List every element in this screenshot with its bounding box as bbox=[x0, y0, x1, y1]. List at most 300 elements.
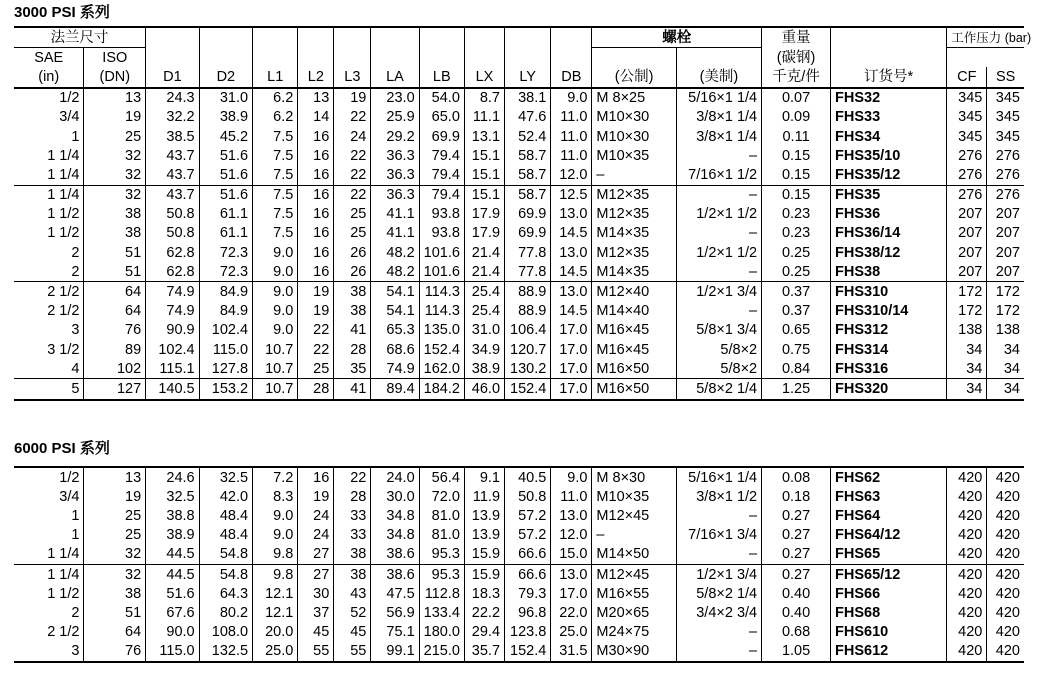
cell-ly: 120.7 bbox=[505, 340, 551, 359]
cell-la: 24.0 bbox=[371, 467, 419, 487]
cell-d1: 115.1 bbox=[146, 359, 199, 379]
cell-weight: 1.05 bbox=[762, 642, 831, 662]
cell-sae: 2 1/2 bbox=[14, 282, 84, 302]
cell-lb: 93.8 bbox=[419, 205, 464, 224]
cell-ss-pressure: 138 bbox=[987, 321, 1024, 340]
cell-iso: 102 bbox=[84, 359, 146, 379]
cell-bolt-imperial: – bbox=[676, 302, 761, 321]
cell-weight: 0.84 bbox=[762, 359, 831, 379]
cell-cf-pressure: 420 bbox=[947, 603, 987, 622]
cell-weight: 0.27 bbox=[762, 526, 831, 545]
cell-sae: 2 bbox=[14, 243, 84, 262]
cell-lb: 114.3 bbox=[419, 302, 464, 321]
cell-l2: 14 bbox=[298, 108, 334, 127]
cell-ly: 57.2 bbox=[505, 526, 551, 545]
cell-d2: 54.8 bbox=[199, 564, 252, 584]
cell-bolt-metric: M16×45 bbox=[592, 321, 676, 340]
cell-ss-pressure: 207 bbox=[987, 262, 1024, 282]
cell-d2: 45.2 bbox=[199, 127, 252, 146]
order-number-header: 订货号* bbox=[831, 67, 947, 87]
cell-l1: 10.7 bbox=[253, 340, 298, 359]
cell-d1: 43.7 bbox=[146, 146, 199, 165]
cell-bolt-imperial: – bbox=[676, 146, 761, 165]
cell-db: 13.0 bbox=[551, 564, 592, 584]
cell-bolt-imperial: – bbox=[676, 623, 761, 642]
cell-la: 38.6 bbox=[371, 564, 419, 584]
cell-ss-pressure: 345 bbox=[987, 127, 1024, 146]
cell-d1: 140.5 bbox=[146, 379, 199, 400]
cell-lx: 46.0 bbox=[464, 379, 504, 400]
cell-lx: 31.0 bbox=[464, 321, 504, 340]
cell-bolt-metric: M12×45 bbox=[592, 564, 676, 584]
cell-bolt-metric: M10×35 bbox=[592, 487, 676, 506]
cell-l3: 25 bbox=[334, 224, 371, 243]
cell-l2: 16 bbox=[298, 262, 334, 282]
cell-la: 65.3 bbox=[371, 321, 419, 340]
cell-bolt-imperial: 5/8×2 1/4 bbox=[676, 379, 761, 400]
cell-ss-pressure: 172 bbox=[987, 302, 1024, 321]
cell-l2: 19 bbox=[298, 487, 334, 506]
cell-ss-pressure: 345 bbox=[987, 88, 1024, 108]
table-row bbox=[14, 623, 1024, 642]
cell-l1: 9.0 bbox=[253, 506, 298, 525]
cell-iso: 89 bbox=[84, 340, 146, 359]
cell-sae: 1 bbox=[14, 526, 84, 545]
cell-sae: 1 1/2 bbox=[14, 584, 84, 603]
cell-ss-pressure: 207 bbox=[987, 205, 1024, 224]
table-row bbox=[14, 243, 1024, 262]
cell-l2: 16 bbox=[298, 243, 334, 262]
cell-order-number: FHS312 bbox=[831, 321, 947, 340]
cell-lx: 22.2 bbox=[464, 603, 504, 622]
cell-db: 11.0 bbox=[551, 146, 592, 165]
cell-iso: 64 bbox=[84, 623, 146, 642]
blank-header bbox=[334, 27, 371, 48]
cell-bolt-imperial: 5/8×2 bbox=[676, 359, 761, 379]
cell-la: 41.1 bbox=[371, 224, 419, 243]
cell-bolt-metric: M16×50 bbox=[592, 379, 676, 400]
cell-l3: 33 bbox=[334, 506, 371, 525]
cell-ly: 77.8 bbox=[505, 243, 551, 262]
blank-header bbox=[371, 27, 419, 48]
col-ly-header: LY bbox=[505, 67, 551, 87]
cell-db: 12.0 bbox=[551, 526, 592, 545]
cell-ly: 58.7 bbox=[505, 165, 551, 185]
cell-iso: 25 bbox=[84, 526, 146, 545]
cell-db: 9.0 bbox=[551, 88, 592, 108]
cell-sae: 1/2 bbox=[14, 88, 84, 108]
cell-d1: 90.0 bbox=[146, 623, 199, 642]
cell-order-number: FHS66 bbox=[831, 584, 947, 603]
cell-lx: 8.7 bbox=[464, 88, 504, 108]
table-row bbox=[14, 302, 1024, 321]
cell-lx: 21.4 bbox=[464, 262, 504, 282]
cell-la: 89.4 bbox=[371, 379, 419, 400]
cell-lb: 114.3 bbox=[419, 282, 464, 302]
cell-sae: 2 bbox=[14, 262, 84, 282]
cell-d1: 32.2 bbox=[146, 108, 199, 127]
cell-bolt-metric: – bbox=[592, 165, 676, 185]
cell-cf-pressure: 345 bbox=[947, 127, 987, 146]
bolt-imperial-header: (美制) bbox=[676, 67, 761, 87]
cell-lx: 11.1 bbox=[464, 108, 504, 127]
cell-la: 23.0 bbox=[371, 88, 419, 108]
cell-bolt-imperial: – bbox=[676, 262, 761, 282]
col-lb-header: LB bbox=[419, 67, 464, 87]
cell-bolt-metric: M10×35 bbox=[592, 146, 676, 165]
cell-bolt-imperial: 5/8×2 bbox=[676, 340, 761, 359]
cell-cf-pressure: 420 bbox=[947, 623, 987, 642]
cell-ly: 106.4 bbox=[505, 321, 551, 340]
cell-order-number: FHS314 bbox=[831, 340, 947, 359]
cell-lb: 95.3 bbox=[419, 545, 464, 565]
cell-bolt-imperial: 3/8×1 1/2 bbox=[676, 487, 761, 506]
cell-sae: 1 bbox=[14, 127, 84, 146]
cell-la: 54.1 bbox=[371, 302, 419, 321]
cell-db: 11.0 bbox=[551, 127, 592, 146]
cell-iso: 38 bbox=[84, 584, 146, 603]
table-row bbox=[14, 506, 1024, 525]
cell-weight: 0.37 bbox=[762, 282, 831, 302]
cell-l3: 38 bbox=[334, 564, 371, 584]
cell-cf-pressure: 276 bbox=[947, 165, 987, 185]
weight-header: 重量 bbox=[762, 27, 831, 48]
cell-d2: 72.3 bbox=[199, 243, 252, 262]
cell-l2: 37 bbox=[298, 603, 334, 622]
cell-l3: 25 bbox=[334, 205, 371, 224]
cell-order-number: FHS38/12 bbox=[831, 243, 947, 262]
weight-material-header: (碳钢) bbox=[762, 48, 831, 68]
table-row bbox=[14, 185, 1024, 205]
table-6000-psi bbox=[14, 466, 1024, 663]
cell-ly: 88.9 bbox=[505, 282, 551, 302]
cell-d1: 115.0 bbox=[146, 642, 199, 662]
cell-order-number: FHS33 bbox=[831, 108, 947, 127]
cell-db: 17.0 bbox=[551, 584, 592, 603]
cell-l3: 38 bbox=[334, 282, 371, 302]
cell-bolt-metric: M14×50 bbox=[592, 545, 676, 565]
cell-weight: 0.25 bbox=[762, 243, 831, 262]
cell-ss-pressure: 276 bbox=[987, 185, 1024, 205]
cell-ly: 69.9 bbox=[505, 205, 551, 224]
cell-l1: 9.8 bbox=[253, 564, 298, 584]
cell-lb: 215.0 bbox=[419, 642, 464, 662]
cell-ly: 79.3 bbox=[505, 584, 551, 603]
cell-ss-pressure: 420 bbox=[987, 506, 1024, 525]
cell-order-number: FHS310 bbox=[831, 282, 947, 302]
cell-l1: 9.8 bbox=[253, 545, 298, 565]
cell-l1: 6.2 bbox=[253, 88, 298, 108]
cell-l1: 12.1 bbox=[253, 603, 298, 622]
cell-d2: 51.6 bbox=[199, 185, 252, 205]
cell-lx: 11.9 bbox=[464, 487, 504, 506]
cell-sae: 1 1/4 bbox=[14, 165, 84, 185]
cell-iso: 76 bbox=[84, 321, 146, 340]
cell-iso: 51 bbox=[84, 262, 146, 282]
blank-header bbox=[464, 27, 504, 48]
cell-weight: 0.27 bbox=[762, 564, 831, 584]
cell-cf-pressure: 34 bbox=[947, 359, 987, 379]
cell-bolt-imperial: 3/8×1 1/4 bbox=[676, 108, 761, 127]
cell-db: 13.0 bbox=[551, 243, 592, 262]
cell-cf-pressure: 420 bbox=[947, 506, 987, 525]
cell-lb: 81.0 bbox=[419, 526, 464, 545]
col-lx-header: LX bbox=[464, 67, 504, 87]
cell-l2: 22 bbox=[298, 340, 334, 359]
cell-l3: 41 bbox=[334, 379, 371, 400]
cell-iso: 38 bbox=[84, 205, 146, 224]
table-row bbox=[14, 642, 1024, 662]
cell-sae: 3/4 bbox=[14, 108, 84, 127]
cell-la: 29.2 bbox=[371, 127, 419, 146]
cell-order-number: FHS310/14 bbox=[831, 302, 947, 321]
cell-cf-pressure: 34 bbox=[947, 340, 987, 359]
cell-lb: 79.4 bbox=[419, 146, 464, 165]
cell-la: 38.6 bbox=[371, 545, 419, 565]
cell-cf-pressure: 207 bbox=[947, 205, 987, 224]
cell-iso: 64 bbox=[84, 282, 146, 302]
cell-order-number: FHS612 bbox=[831, 642, 947, 662]
cell-ss-pressure: 34 bbox=[987, 340, 1024, 359]
cell-weight: 0.15 bbox=[762, 146, 831, 165]
cell-iso: 19 bbox=[84, 487, 146, 506]
cell-db: 17.0 bbox=[551, 321, 592, 340]
cell-d2: 48.4 bbox=[199, 506, 252, 525]
cell-l1: 7.5 bbox=[253, 165, 298, 185]
cell-bolt-metric: – bbox=[592, 526, 676, 545]
cell-l3: 55 bbox=[334, 642, 371, 662]
cell-d2: 61.1 bbox=[199, 224, 252, 243]
cell-cf-pressure: 420 bbox=[947, 487, 987, 506]
cell-lx: 15.1 bbox=[464, 185, 504, 205]
cell-bolt-imperial: – bbox=[676, 224, 761, 243]
bolt-metric-header: (公制) bbox=[592, 67, 676, 87]
cell-ly: 66.6 bbox=[505, 564, 551, 584]
cell-l1: 7.5 bbox=[253, 224, 298, 243]
cell-weight: 0.65 bbox=[762, 321, 831, 340]
col-l2-header: L2 bbox=[298, 67, 334, 87]
cell-l2: 16 bbox=[298, 185, 334, 205]
cell-d2: 48.4 bbox=[199, 526, 252, 545]
cell-bolt-metric: M14×40 bbox=[592, 302, 676, 321]
cell-cf-pressure: 420 bbox=[947, 584, 987, 603]
table-row bbox=[14, 205, 1024, 224]
cell-ly: 96.8 bbox=[505, 603, 551, 622]
cell-iso: 13 bbox=[84, 467, 146, 487]
cell-lb: 54.0 bbox=[419, 88, 464, 108]
cell-order-number: FHS63 bbox=[831, 487, 947, 506]
cell-cf-pressure: 420 bbox=[947, 642, 987, 662]
cell-ss-pressure: 420 bbox=[987, 487, 1024, 506]
cell-l2: 16 bbox=[298, 127, 334, 146]
cell-iso: 38 bbox=[84, 224, 146, 243]
cell-lb: 79.4 bbox=[419, 185, 464, 205]
cell-d2: 153.2 bbox=[199, 379, 252, 400]
weight-unit-header: 千克/件 bbox=[762, 67, 831, 87]
blank-header bbox=[146, 27, 199, 48]
table-3000-psi bbox=[14, 26, 1032, 401]
cell-db: 12.0 bbox=[551, 165, 592, 185]
cell-sae: 2 1/2 bbox=[14, 623, 84, 642]
sae-header: SAE bbox=[14, 48, 84, 68]
cell-weight: 0.11 bbox=[762, 127, 831, 146]
cell-lx: 17.9 bbox=[464, 205, 504, 224]
cell-la: 36.3 bbox=[371, 146, 419, 165]
cell-iso: 127 bbox=[84, 379, 146, 400]
cell-db: 13.0 bbox=[551, 205, 592, 224]
cell-ly: 50.8 bbox=[505, 487, 551, 506]
cell-d1: 62.8 bbox=[146, 262, 199, 282]
table-row bbox=[14, 321, 1024, 340]
cell-l2: 16 bbox=[298, 146, 334, 165]
table-row bbox=[14, 127, 1024, 146]
cell-d1: 38.5 bbox=[146, 127, 199, 146]
cell-order-number: FHS34 bbox=[831, 127, 947, 146]
blank-header bbox=[298, 27, 334, 48]
table-row bbox=[14, 340, 1024, 359]
cell-ss-pressure: 420 bbox=[987, 564, 1024, 584]
cell-la: 48.2 bbox=[371, 262, 419, 282]
cell-d1: 50.8 bbox=[146, 224, 199, 243]
cell-l3: 22 bbox=[334, 185, 371, 205]
cell-weight: 0.09 bbox=[762, 108, 831, 127]
cell-ss-pressure: 420 bbox=[987, 467, 1024, 487]
cell-bolt-metric: M16×45 bbox=[592, 340, 676, 359]
cell-lx: 25.4 bbox=[464, 302, 504, 321]
col-d2-header: D2 bbox=[199, 67, 252, 87]
cell-order-number: FHS65 bbox=[831, 545, 947, 565]
cell-ly: 38.1 bbox=[505, 88, 551, 108]
cell-iso: 25 bbox=[84, 127, 146, 146]
cell-d1: 38.9 bbox=[146, 526, 199, 545]
cell-db: 22.0 bbox=[551, 603, 592, 622]
cell-ss-pressure: 276 bbox=[987, 146, 1024, 165]
cell-bolt-imperial: 1/2×1 3/4 bbox=[676, 282, 761, 302]
cell-l3: 26 bbox=[334, 243, 371, 262]
iso-header: ISO bbox=[84, 48, 146, 68]
cell-sae: 3 bbox=[14, 642, 84, 662]
cell-iso: 32 bbox=[84, 564, 146, 584]
cell-sae: 1 1/4 bbox=[14, 146, 84, 165]
cell-lx: 15.9 bbox=[464, 564, 504, 584]
cell-order-number: FHS68 bbox=[831, 603, 947, 622]
cell-lb: 65.0 bbox=[419, 108, 464, 127]
cell-bolt-metric: M 8×25 bbox=[592, 88, 676, 108]
cell-ly: 47.6 bbox=[505, 108, 551, 127]
cell-iso: 76 bbox=[84, 642, 146, 662]
cell-bolt-metric: M 8×30 bbox=[592, 467, 676, 487]
cell-db: 17.0 bbox=[551, 340, 592, 359]
cell-l2: 27 bbox=[298, 545, 334, 565]
cell-d1: 43.7 bbox=[146, 185, 199, 205]
cell-l1: 7.5 bbox=[253, 205, 298, 224]
cell-order-number: FHS36/14 bbox=[831, 224, 947, 243]
cell-weight: 0.23 bbox=[762, 224, 831, 243]
cell-weight: 0.40 bbox=[762, 603, 831, 622]
cell-ss-pressure: 420 bbox=[987, 526, 1024, 545]
cell-bolt-imperial: 5/8×1 3/4 bbox=[676, 321, 761, 340]
cell-d2: 127.8 bbox=[199, 359, 252, 379]
cell-db: 31.5 bbox=[551, 642, 592, 662]
cell-d1: 102.4 bbox=[146, 340, 199, 359]
cell-iso: 51 bbox=[84, 243, 146, 262]
col-d1-header: D1 bbox=[146, 67, 199, 87]
cell-l2: 16 bbox=[298, 205, 334, 224]
cell-db: 25.0 bbox=[551, 623, 592, 642]
cell-lx: 17.9 bbox=[464, 224, 504, 243]
cell-lx: 13.1 bbox=[464, 127, 504, 146]
cell-sae: 1 1/2 bbox=[14, 224, 84, 243]
cell-la: 68.6 bbox=[371, 340, 419, 359]
table-row bbox=[14, 108, 1024, 127]
cell-ss-pressure: 420 bbox=[987, 545, 1024, 565]
blank-header bbox=[831, 27, 947, 48]
bolt-header: 螺栓 bbox=[592, 27, 762, 48]
cell-la: 99.1 bbox=[371, 642, 419, 662]
cell-weight: 0.68 bbox=[762, 623, 831, 642]
cell-d2: 132.5 bbox=[199, 642, 252, 662]
cell-order-number: FHS35 bbox=[831, 185, 947, 205]
cell-bolt-imperial: 1/2×1 3/4 bbox=[676, 564, 761, 584]
cell-iso: 32 bbox=[84, 185, 146, 205]
table-3000-body bbox=[14, 88, 1024, 400]
cell-db: 14.5 bbox=[551, 262, 592, 282]
cell-weight: 0.08 bbox=[762, 467, 831, 487]
cell-cf-pressure: 276 bbox=[947, 185, 987, 205]
cell-weight: 1.25 bbox=[762, 379, 831, 400]
cell-cf-pressure: 345 bbox=[947, 108, 987, 127]
cell-d1: 51.6 bbox=[146, 584, 199, 603]
cell-order-number: FHS36 bbox=[831, 205, 947, 224]
cell-lx: 13.9 bbox=[464, 526, 504, 545]
cell-sae: 3/4 bbox=[14, 487, 84, 506]
cell-ly: 88.9 bbox=[505, 302, 551, 321]
cell-lb: 152.4 bbox=[419, 340, 464, 359]
cell-l1: 7.5 bbox=[253, 146, 298, 165]
cell-l1: 25.0 bbox=[253, 642, 298, 662]
cell-d2: 80.2 bbox=[199, 603, 252, 622]
cell-lb: 93.8 bbox=[419, 224, 464, 243]
cell-db: 14.5 bbox=[551, 302, 592, 321]
cell-sae: 1/2 bbox=[14, 467, 84, 487]
cell-bolt-imperial: 7/16×1 1/2 bbox=[676, 165, 761, 185]
table-row bbox=[14, 88, 1024, 108]
cell-la: 54.1 bbox=[371, 282, 419, 302]
cell-sae: 5 bbox=[14, 379, 84, 400]
cell-cf-pressure: 34 bbox=[947, 379, 987, 400]
cell-lb: 101.6 bbox=[419, 243, 464, 262]
table-row bbox=[14, 584, 1024, 603]
cell-ly: 57.2 bbox=[505, 506, 551, 525]
col-l3-header: L3 bbox=[334, 67, 371, 87]
cell-lx: 38.9 bbox=[464, 359, 504, 379]
cell-db: 9.0 bbox=[551, 467, 592, 487]
cell-l3: 19 bbox=[334, 88, 371, 108]
cell-sae: 4 bbox=[14, 359, 84, 379]
cell-l2: 13 bbox=[298, 88, 334, 108]
table-row bbox=[14, 379, 1024, 400]
cell-order-number: FHS64/12 bbox=[831, 526, 947, 545]
cell-l2: 16 bbox=[298, 467, 334, 487]
cell-lx: 35.7 bbox=[464, 642, 504, 662]
cell-l1: 7.5 bbox=[253, 185, 298, 205]
cell-d1: 24.3 bbox=[146, 88, 199, 108]
cell-l3: 35 bbox=[334, 359, 371, 379]
cell-l3: 28 bbox=[334, 340, 371, 359]
cell-ss-pressure: 420 bbox=[987, 623, 1024, 642]
cell-bolt-metric: M16×50 bbox=[592, 359, 676, 379]
cell-l3: 38 bbox=[334, 302, 371, 321]
